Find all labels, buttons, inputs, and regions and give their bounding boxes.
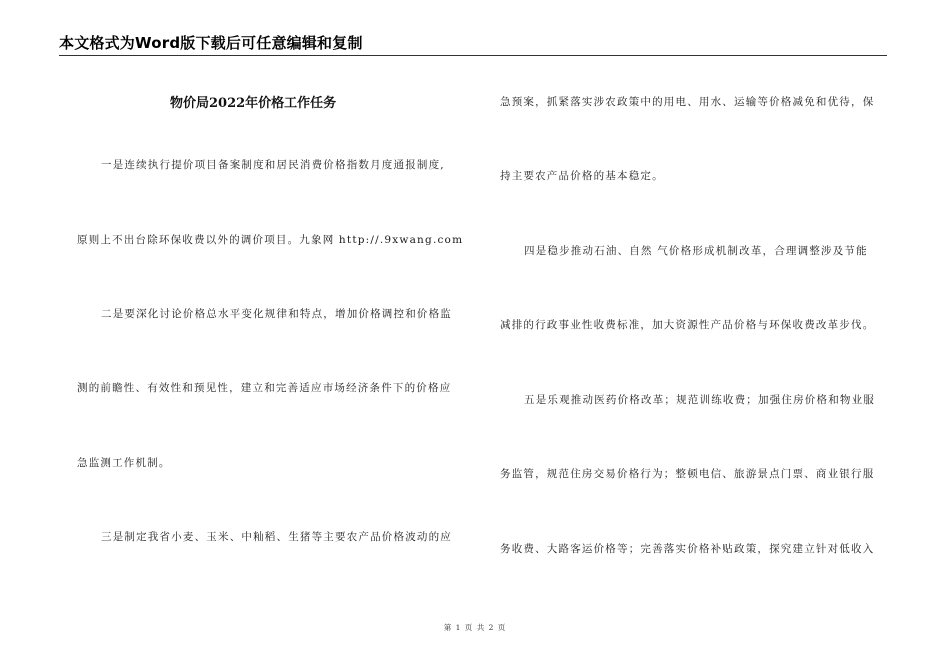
left-line-5: 急监测工作机制。 <box>77 457 171 469</box>
document-banner: 本文格式为Word版下载后可任意编辑和复制 <box>59 34 363 52</box>
right-line-2: 持主要农产品价格的基本稳定。 <box>500 170 664 182</box>
right-line-7: 务收费、大路客运价格等；完善落实价格补贴政策，探究建立针对低收入 <box>500 543 875 555</box>
right-line-5: 五是乐观推动医药价格改革；规范训练收费；加强住房价格和物业服 <box>524 394 875 406</box>
right-line-6: 务监管，规范住房交易价格行为；整顿电信、旅游景点门票、商业银行服 <box>500 468 875 480</box>
right-line-3: 四是稳步推动石油、自然 气价格形成机制改革，合理调整涉及节能 <box>524 245 868 257</box>
left-line-3: 二是要深化讨论价格总水平变化规律和特点，增加价格调控和价格监 <box>101 308 452 320</box>
right-line-4: 减排的行政事业性收费标准，加大资源性产品价格与环保收费改革步伐。 <box>500 319 875 331</box>
left-line-6: 三是制定我省小麦、玉米、中籼稻、生猪等主要农产品价格波动的应 <box>101 531 452 543</box>
document-title: 物价局2022年价格工作任务 <box>170 96 337 111</box>
banner-divider <box>59 55 887 56</box>
left-line-4: 测的前瞻性、有效性和预见性，建立和完善适应市场经济条件下的价格应 <box>77 382 452 394</box>
right-line-1: 急预案，抓紧落实涉农政策中的用电、用水、运输等价格减免和优待，保 <box>500 96 875 108</box>
left-line-1: 一是连续执行提价项目备案制度和居民消费价格指数月度通报制度, <box>101 159 445 171</box>
left-line-2: 原则上不出台除环保收费以外的调价项目。九象网 http://.9xwang.com <box>77 234 464 246</box>
page-indicator: 第 1 页 共 2 页 <box>443 623 507 632</box>
